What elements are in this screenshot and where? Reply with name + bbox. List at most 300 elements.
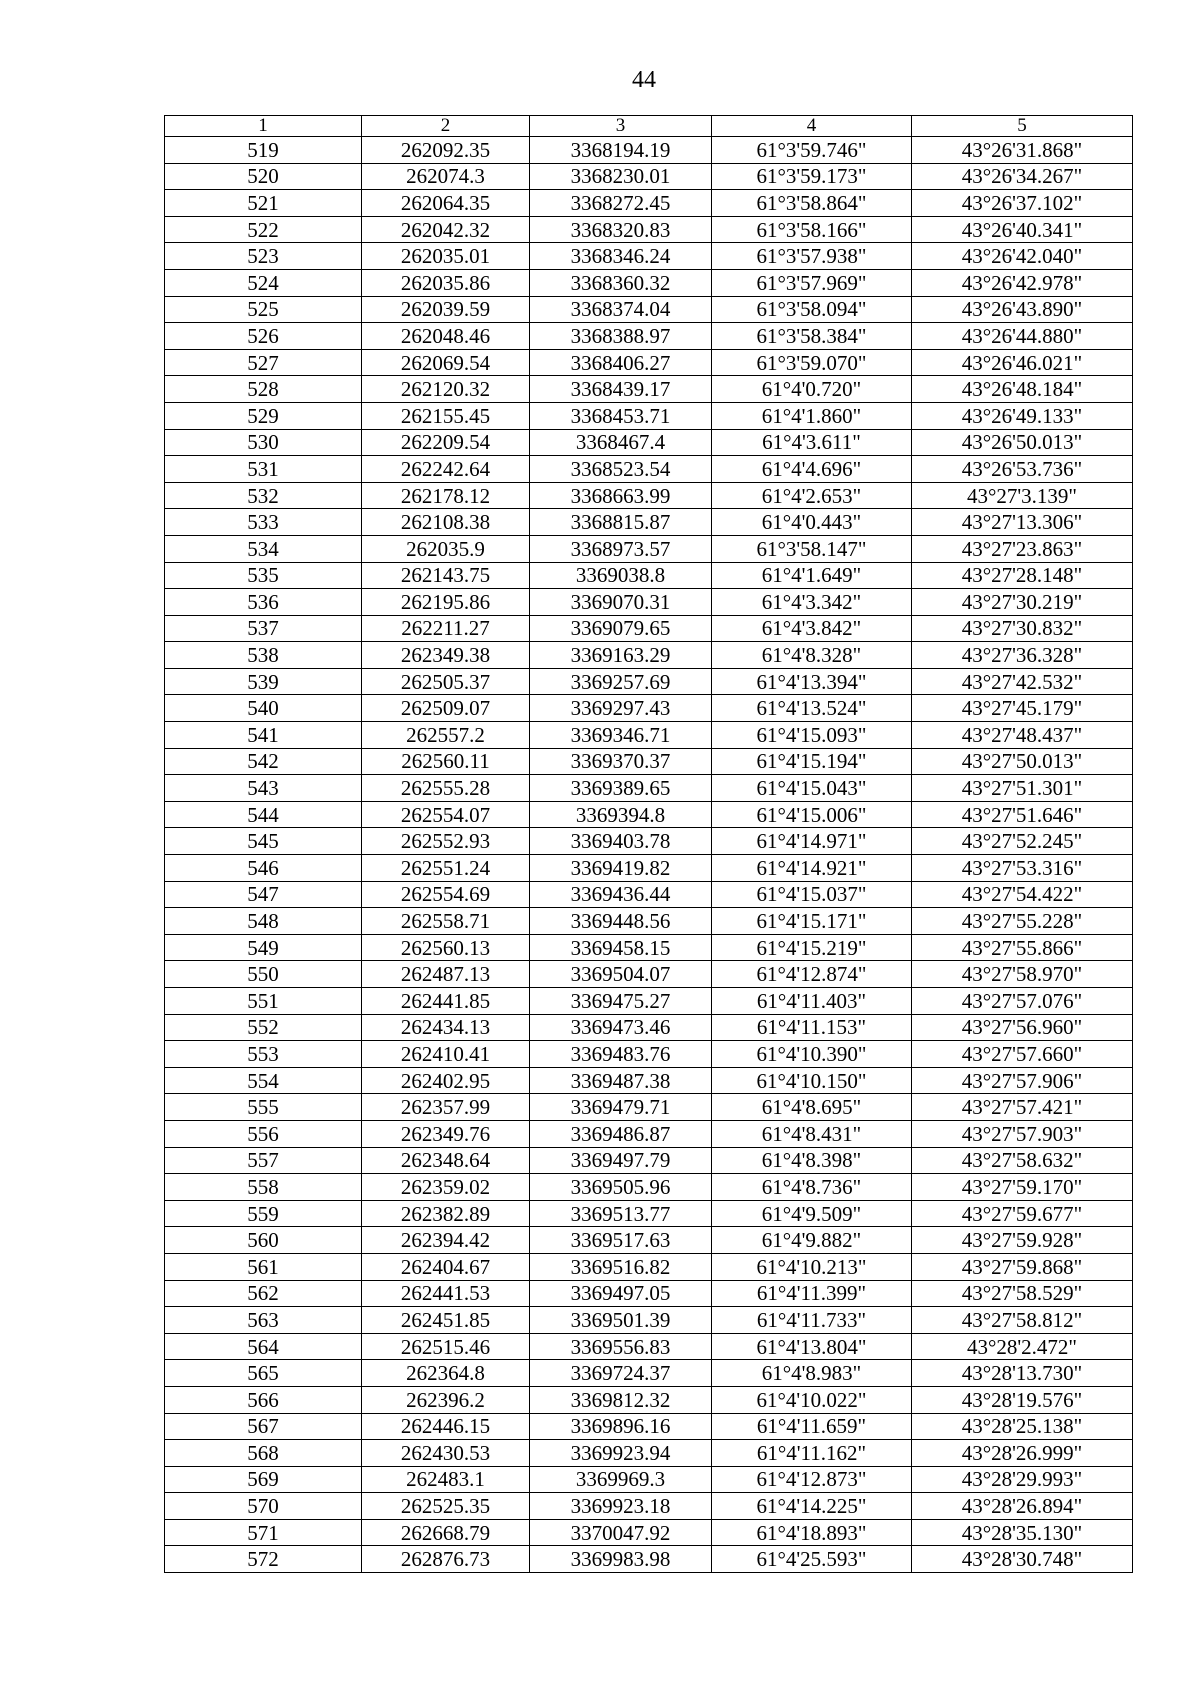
table-row [165, 748, 1133, 775]
x-coordinate-cell: 262434.13 [362, 1014, 530, 1041]
x-coordinate-cell: 262348.64 [362, 1147, 530, 1174]
latitude-cell: 43°28'25.138" [912, 1413, 1133, 1440]
point-number-cell: 522 [165, 216, 362, 243]
latitude-cell: 43°27'50.013" [912, 748, 1133, 775]
latitude-cell: 43°27'52.245" [912, 828, 1133, 855]
point-number-cell: 521 [165, 190, 362, 217]
x-coordinate-cell: 262357.99 [362, 1094, 530, 1121]
table-row [165, 562, 1133, 589]
x-coordinate-cell: 262092.35 [362, 137, 530, 164]
longitude-cell: 61°4'11.399" [712, 1280, 912, 1307]
latitude-cell: 43°27'59.170" [912, 1174, 1133, 1201]
y-coordinate-cell: 3369724.37 [530, 1360, 712, 1387]
point-number-cell: 540 [165, 695, 362, 722]
latitude-cell: 43°26'48.184" [912, 376, 1133, 403]
table-row [165, 828, 1133, 855]
table-row [165, 1067, 1133, 1094]
x-coordinate-cell: 262551.24 [362, 855, 530, 882]
y-coordinate-cell: 3369517.63 [530, 1227, 712, 1254]
point-number-cell: 553 [165, 1041, 362, 1068]
latitude-cell: 43°27'45.179" [912, 695, 1133, 722]
latitude-cell: 43°27'54.422" [912, 881, 1133, 908]
y-coordinate-cell: 3368467.4 [530, 429, 712, 456]
latitude-cell: 43°27'51.646" [912, 801, 1133, 828]
table-row [165, 349, 1133, 376]
latitude-cell: 43°27'57.903" [912, 1120, 1133, 1147]
table-header-row [165, 116, 1133, 137]
longitude-cell: 61°4'8.431" [712, 1120, 912, 1147]
table-row [165, 216, 1133, 243]
y-coordinate-cell: 3368439.17 [530, 376, 712, 403]
latitude-cell: 43°28'26.999" [912, 1440, 1133, 1467]
longitude-cell: 61°4'2.653" [712, 482, 912, 509]
latitude-cell: 43°27'30.219" [912, 589, 1133, 616]
y-coordinate-cell: 3369038.8 [530, 562, 712, 589]
table-row [165, 668, 1133, 695]
latitude-cell: 43°26'37.102" [912, 190, 1133, 217]
point-number-cell: 564 [165, 1333, 362, 1360]
y-coordinate-cell: 3369516.82 [530, 1253, 712, 1280]
y-coordinate-cell: 3369812.32 [530, 1386, 712, 1413]
y-coordinate-cell: 3369079.65 [530, 615, 712, 642]
y-coordinate-cell: 3368453.71 [530, 402, 712, 429]
latitude-cell: 43°28'29.993" [912, 1466, 1133, 1493]
longitude-cell: 61°4'11.162" [712, 1440, 912, 1467]
latitude-cell: 43°27'42.532" [912, 668, 1133, 695]
x-coordinate-cell: 262451.85 [362, 1307, 530, 1334]
y-coordinate-cell: 3368523.54 [530, 456, 712, 483]
coordinates-table [164, 115, 1133, 1573]
x-coordinate-cell: 262560.11 [362, 748, 530, 775]
table-row [165, 1413, 1133, 1440]
point-number-cell: 554 [165, 1067, 362, 1094]
longitude-cell: 61°4'1.649" [712, 562, 912, 589]
latitude-cell: 43°27'28.148" [912, 562, 1133, 589]
point-number-cell: 572 [165, 1546, 362, 1573]
y-coordinate-cell: 3369070.31 [530, 589, 712, 616]
latitude-cell: 43°27'3.139" [912, 482, 1133, 509]
latitude-cell: 43°27'13.306" [912, 509, 1133, 536]
x-coordinate-cell: 262074.3 [362, 163, 530, 190]
y-coordinate-cell: 3369475.27 [530, 988, 712, 1015]
table-row [165, 988, 1133, 1015]
table-row [165, 961, 1133, 988]
point-number-cell: 535 [165, 562, 362, 589]
y-coordinate-cell: 3369556.83 [530, 1333, 712, 1360]
y-coordinate-cell: 3368374.04 [530, 296, 712, 323]
longitude-cell: 61°4'14.921" [712, 855, 912, 882]
table-row [165, 1280, 1133, 1307]
latitude-cell: 43°26'42.040" [912, 243, 1133, 270]
latitude-cell: 43°27'55.866" [912, 934, 1133, 961]
point-number-cell: 571 [165, 1519, 362, 1546]
longitude-cell: 61°4'15.006" [712, 801, 912, 828]
longitude-cell: 61°4'9.509" [712, 1200, 912, 1227]
point-number-cell: 566 [165, 1386, 362, 1413]
column-header-4: 4 [712, 116, 912, 137]
x-coordinate-cell: 262349.76 [362, 1120, 530, 1147]
longitude-cell: 61°4'10.390" [712, 1041, 912, 1068]
table-row [165, 1307, 1133, 1334]
table-row [165, 376, 1133, 403]
x-coordinate-cell: 262143.75 [362, 562, 530, 589]
x-coordinate-cell: 262483.1 [362, 1466, 530, 1493]
longitude-cell: 61°3'58.094" [712, 296, 912, 323]
table-row [165, 642, 1133, 669]
column-header-1: 1 [165, 116, 362, 137]
latitude-cell: 43°27'59.677" [912, 1200, 1133, 1227]
y-coordinate-cell: 3369419.82 [530, 855, 712, 882]
column-header-5: 5 [912, 116, 1133, 137]
table-row [165, 934, 1133, 961]
x-coordinate-cell: 262558.71 [362, 908, 530, 935]
table-row [165, 855, 1133, 882]
table-row [165, 775, 1133, 802]
table-row [165, 1493, 1133, 1520]
latitude-cell: 43°27'58.970" [912, 961, 1133, 988]
x-coordinate-cell: 262039.59 [362, 296, 530, 323]
table-row [165, 509, 1133, 536]
page-number: 44 [632, 67, 656, 93]
latitude-cell: 43°26'50.013" [912, 429, 1133, 456]
x-coordinate-cell: 262515.46 [362, 1333, 530, 1360]
longitude-cell: 61°4'8.695" [712, 1094, 912, 1121]
latitude-cell: 43°27'58.632" [912, 1147, 1133, 1174]
x-coordinate-cell: 262402.95 [362, 1067, 530, 1094]
point-number-cell: 562 [165, 1280, 362, 1307]
point-number-cell: 537 [165, 615, 362, 642]
point-number-cell: 567 [165, 1413, 362, 1440]
latitude-cell: 43°27'53.316" [912, 855, 1133, 882]
table-row [165, 323, 1133, 350]
y-coordinate-cell: 3369370.37 [530, 748, 712, 775]
latitude-cell: 43°27'58.812" [912, 1307, 1133, 1334]
longitude-cell: 61°3'57.969" [712, 269, 912, 296]
latitude-cell: 43°28'30.748" [912, 1546, 1133, 1573]
y-coordinate-cell: 3369389.65 [530, 775, 712, 802]
x-coordinate-cell: 262035.9 [362, 535, 530, 562]
table-row [165, 1440, 1133, 1467]
x-coordinate-cell: 262155.45 [362, 402, 530, 429]
longitude-cell: 61°3'58.384" [712, 323, 912, 350]
table-row [165, 1466, 1133, 1493]
table-row [165, 1519, 1133, 1546]
longitude-cell: 61°3'58.864" [712, 190, 912, 217]
longitude-cell: 61°4'11.659" [712, 1413, 912, 1440]
x-coordinate-cell: 262178.12 [362, 482, 530, 509]
x-coordinate-cell: 262446.15 [362, 1413, 530, 1440]
table-row [165, 269, 1133, 296]
table-row [165, 722, 1133, 749]
x-coordinate-cell: 262441.85 [362, 988, 530, 1015]
longitude-cell: 61°4'12.873" [712, 1466, 912, 1493]
table-row [165, 1174, 1133, 1201]
table-body [165, 116, 1133, 1573]
x-coordinate-cell: 262560.13 [362, 934, 530, 961]
longitude-cell: 61°3'59.173" [712, 163, 912, 190]
point-number-cell: 534 [165, 535, 362, 562]
point-number-cell: 550 [165, 961, 362, 988]
x-coordinate-cell: 262209.54 [362, 429, 530, 456]
table-row [165, 908, 1133, 935]
x-coordinate-cell: 262035.01 [362, 243, 530, 270]
y-coordinate-cell: 3369497.79 [530, 1147, 712, 1174]
y-coordinate-cell: 3369504.07 [530, 961, 712, 988]
point-number-cell: 545 [165, 828, 362, 855]
longitude-cell: 61°4'4.696" [712, 456, 912, 483]
longitude-cell: 61°4'25.593" [712, 1546, 912, 1573]
y-coordinate-cell: 3369458.15 [530, 934, 712, 961]
point-number-cell: 524 [165, 269, 362, 296]
y-coordinate-cell: 3369896.16 [530, 1413, 712, 1440]
y-coordinate-cell: 3369257.69 [530, 668, 712, 695]
longitude-cell: 61°4'11.153" [712, 1014, 912, 1041]
x-coordinate-cell: 262069.54 [362, 349, 530, 376]
point-number-cell: 530 [165, 429, 362, 456]
point-number-cell: 548 [165, 908, 362, 935]
latitude-cell: 43°27'51.301" [912, 775, 1133, 802]
point-number-cell: 565 [165, 1360, 362, 1387]
column-header-3: 3 [530, 116, 712, 137]
longitude-cell: 61°4'14.225" [712, 1493, 912, 1520]
x-coordinate-cell: 262876.73 [362, 1546, 530, 1573]
table-row [165, 1360, 1133, 1387]
table-row [165, 137, 1133, 164]
longitude-cell: 61°4'8.328" [712, 642, 912, 669]
latitude-cell: 43°26'43.890" [912, 296, 1133, 323]
x-coordinate-cell: 262430.53 [362, 1440, 530, 1467]
point-number-cell: 568 [165, 1440, 362, 1467]
x-coordinate-cell: 262364.8 [362, 1360, 530, 1387]
table-row [165, 1147, 1133, 1174]
table-row [165, 615, 1133, 642]
longitude-cell: 61°4'14.971" [712, 828, 912, 855]
longitude-cell: 61°4'9.882" [712, 1227, 912, 1254]
point-number-cell: 531 [165, 456, 362, 483]
longitude-cell: 61°4'1.860" [712, 402, 912, 429]
table-row [165, 243, 1133, 270]
table-row [165, 695, 1133, 722]
x-coordinate-cell: 262242.64 [362, 456, 530, 483]
x-coordinate-cell: 262525.35 [362, 1493, 530, 1520]
table-row [165, 1253, 1133, 1280]
table-row [165, 881, 1133, 908]
latitude-cell: 43°28'19.576" [912, 1386, 1133, 1413]
y-coordinate-cell: 3369487.38 [530, 1067, 712, 1094]
y-coordinate-cell: 3368663.99 [530, 482, 712, 509]
longitude-cell: 61°3'58.166" [712, 216, 912, 243]
latitude-cell: 43°27'57.076" [912, 988, 1133, 1015]
y-coordinate-cell: 3369479.71 [530, 1094, 712, 1121]
longitude-cell: 61°4'13.804" [712, 1333, 912, 1360]
latitude-cell: 43°27'36.328" [912, 642, 1133, 669]
longitude-cell: 61°4'8.398" [712, 1147, 912, 1174]
table-row [165, 402, 1133, 429]
latitude-cell: 43°26'40.341" [912, 216, 1133, 243]
point-number-cell: 569 [165, 1466, 362, 1493]
point-number-cell: 523 [165, 243, 362, 270]
x-coordinate-cell: 262120.32 [362, 376, 530, 403]
longitude-cell: 61°4'8.736" [712, 1174, 912, 1201]
y-coordinate-cell: 3369969.3 [530, 1466, 712, 1493]
y-coordinate-cell: 3368815.87 [530, 509, 712, 536]
point-number-cell: 570 [165, 1493, 362, 1520]
point-number-cell: 527 [165, 349, 362, 376]
latitude-cell: 43°26'31.868" [912, 137, 1133, 164]
y-coordinate-cell: 3369448.56 [530, 908, 712, 935]
x-coordinate-cell: 262035.86 [362, 269, 530, 296]
point-number-cell: 543 [165, 775, 362, 802]
point-number-cell: 557 [165, 1147, 362, 1174]
x-coordinate-cell: 262064.35 [362, 190, 530, 217]
point-number-cell: 556 [165, 1120, 362, 1147]
longitude-cell: 61°4'0.443" [712, 509, 912, 536]
longitude-cell: 61°4'3.611" [712, 429, 912, 456]
y-coordinate-cell: 3369505.96 [530, 1174, 712, 1201]
x-coordinate-cell: 262554.69 [362, 881, 530, 908]
latitude-cell: 43°27'57.906" [912, 1067, 1133, 1094]
point-number-cell: 542 [165, 748, 362, 775]
x-coordinate-cell: 262042.32 [362, 216, 530, 243]
table-row [165, 1041, 1133, 1068]
y-coordinate-cell: 3369923.94 [530, 1440, 712, 1467]
point-number-cell: 532 [165, 482, 362, 509]
point-number-cell: 539 [165, 668, 362, 695]
longitude-cell: 61°4'18.893" [712, 1519, 912, 1546]
longitude-cell: 61°4'15.093" [712, 722, 912, 749]
point-number-cell: 560 [165, 1227, 362, 1254]
longitude-cell: 61°4'12.874" [712, 961, 912, 988]
longitude-cell: 61°4'3.342" [712, 589, 912, 616]
latitude-cell: 43°28'35.130" [912, 1519, 1133, 1546]
latitude-cell: 43°26'46.021" [912, 349, 1133, 376]
y-coordinate-cell: 3369473.46 [530, 1014, 712, 1041]
y-coordinate-cell: 3368230.01 [530, 163, 712, 190]
x-coordinate-cell: 262195.86 [362, 589, 530, 616]
x-coordinate-cell: 262554.07 [362, 801, 530, 828]
point-number-cell: 561 [165, 1253, 362, 1280]
longitude-cell: 61°4'15.194" [712, 748, 912, 775]
point-number-cell: 541 [165, 722, 362, 749]
table-row [165, 1094, 1133, 1121]
longitude-cell: 61°4'10.022" [712, 1386, 912, 1413]
table-row [165, 456, 1133, 483]
latitude-cell: 43°28'13.730" [912, 1360, 1133, 1387]
y-coordinate-cell: 3369163.29 [530, 642, 712, 669]
longitude-cell: 61°4'15.171" [712, 908, 912, 935]
table-row [165, 1227, 1133, 1254]
point-number-cell: 559 [165, 1200, 362, 1227]
y-coordinate-cell: 3369983.98 [530, 1546, 712, 1573]
longitude-cell: 61°4'0.720" [712, 376, 912, 403]
point-number-cell: 555 [165, 1094, 362, 1121]
latitude-cell: 43°27'57.421" [912, 1094, 1133, 1121]
x-coordinate-cell: 262349.38 [362, 642, 530, 669]
table-row [165, 535, 1133, 562]
longitude-cell: 61°3'59.070" [712, 349, 912, 376]
point-number-cell: 558 [165, 1174, 362, 1201]
y-coordinate-cell: 3369436.44 [530, 881, 712, 908]
table-row [165, 429, 1133, 456]
longitude-cell: 61°4'10.150" [712, 1067, 912, 1094]
point-number-cell: 533 [165, 509, 362, 536]
x-coordinate-cell: 262557.2 [362, 722, 530, 749]
point-number-cell: 563 [165, 1307, 362, 1334]
point-number-cell: 538 [165, 642, 362, 669]
point-number-cell: 520 [165, 163, 362, 190]
x-coordinate-cell: 262211.27 [362, 615, 530, 642]
longitude-cell: 61°3'59.746" [712, 137, 912, 164]
y-coordinate-cell: 3368388.97 [530, 323, 712, 350]
latitude-cell: 43°26'34.267" [912, 163, 1133, 190]
latitude-cell: 43°27'23.863" [912, 535, 1133, 562]
table-row [165, 296, 1133, 323]
table-row [165, 1014, 1133, 1041]
latitude-cell: 43°26'44.880" [912, 323, 1133, 350]
latitude-cell: 43°27'55.228" [912, 908, 1133, 935]
latitude-cell: 43°27'57.660" [912, 1041, 1133, 1068]
latitude-cell: 43°27'56.960" [912, 1014, 1133, 1041]
x-coordinate-cell: 262441.53 [362, 1280, 530, 1307]
point-number-cell: 526 [165, 323, 362, 350]
longitude-cell: 61°4'13.394" [712, 668, 912, 695]
y-coordinate-cell: 3369513.77 [530, 1200, 712, 1227]
table-row [165, 163, 1133, 190]
point-number-cell: 551 [165, 988, 362, 1015]
longitude-cell: 61°4'13.524" [712, 695, 912, 722]
x-coordinate-cell: 262394.42 [362, 1227, 530, 1254]
y-coordinate-cell: 3369923.18 [530, 1493, 712, 1520]
point-number-cell: 536 [165, 589, 362, 616]
x-coordinate-cell: 262396.2 [362, 1386, 530, 1413]
longitude-cell: 61°4'11.733" [712, 1307, 912, 1334]
x-coordinate-cell: 262404.67 [362, 1253, 530, 1280]
point-number-cell: 552 [165, 1014, 362, 1041]
y-coordinate-cell: 3368360.32 [530, 269, 712, 296]
x-coordinate-cell: 262505.37 [362, 668, 530, 695]
table-row [165, 1200, 1133, 1227]
y-coordinate-cell: 3368973.57 [530, 535, 712, 562]
x-coordinate-cell: 262487.13 [362, 961, 530, 988]
longitude-cell: 61°4'15.037" [712, 881, 912, 908]
table-row [165, 1386, 1133, 1413]
table-row [165, 1546, 1133, 1573]
latitude-cell: 43°26'53.736" [912, 456, 1133, 483]
y-coordinate-cell: 3369497.05 [530, 1280, 712, 1307]
table-row [165, 1120, 1133, 1147]
y-coordinate-cell: 3369394.8 [530, 801, 712, 828]
table-row [165, 589, 1133, 616]
longitude-cell: 61°4'3.842" [712, 615, 912, 642]
x-coordinate-cell: 262382.89 [362, 1200, 530, 1227]
point-number-cell: 549 [165, 934, 362, 961]
point-number-cell: 519 [165, 137, 362, 164]
longitude-cell: 61°4'15.219" [712, 934, 912, 961]
point-number-cell: 544 [165, 801, 362, 828]
y-coordinate-cell: 3369403.78 [530, 828, 712, 855]
latitude-cell: 43°27'30.832" [912, 615, 1133, 642]
point-number-cell: 528 [165, 376, 362, 403]
x-coordinate-cell: 262668.79 [362, 1519, 530, 1546]
x-coordinate-cell: 262410.41 [362, 1041, 530, 1068]
y-coordinate-cell: 3368406.27 [530, 349, 712, 376]
x-coordinate-cell: 262108.38 [362, 509, 530, 536]
latitude-cell: 43°27'59.868" [912, 1253, 1133, 1280]
table-row [165, 801, 1133, 828]
latitude-cell: 43°28'26.894" [912, 1493, 1133, 1520]
y-coordinate-cell: 3369297.43 [530, 695, 712, 722]
longitude-cell: 61°4'11.403" [712, 988, 912, 1015]
